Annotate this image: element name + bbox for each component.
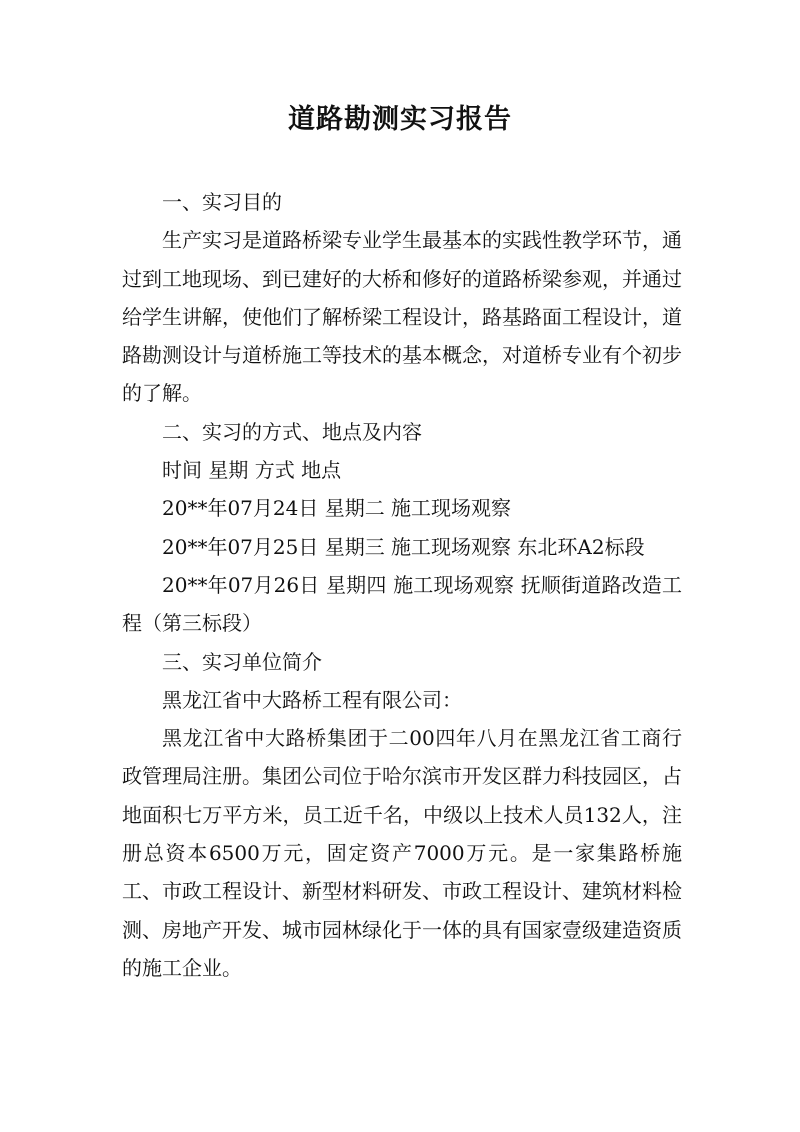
schedule-row: 20**年07月24日 星期二 施工现场观察 <box>162 496 512 521</box>
paragraph-company-intro: 黑龙江省中大路桥集团于二00四年八月在黑龙江省工商行政管理局注册。集团公司位于哈尔滨市开发区群力科技园区，占地面积七万平方米，员工近千名，中级以上技术人员132人，注册总资本6500万元，固定资产7000万元。是一家集路桥施工、市政工程设计、新型材料研发、市政工程设计、建筑材料检测、房地产开发、城市园林绿化于一体的具有国家壹级建造资质的施工企业。 <box>122 726 682 980</box>
company-name: 黑龙江省中大路桥工程有限公司： <box>162 687 462 712</box>
document-body <box>122 183 682 987</box>
document-title: 道路勘测实习报告 <box>288 104 512 135</box>
schedule-header: 时间 星期 方式 地点 <box>162 458 342 483</box>
section-heading-method: 二、实习的方式、地点及内容 <box>162 419 422 444</box>
section-heading-purpose: 一、实习目的 <box>162 190 282 214</box>
schedule-row: 20**年07月25日 星期三 施工现场观察 东北环A2标段 <box>162 534 645 559</box>
section-heading-unit: 三、实习单位简介 <box>162 649 322 674</box>
paragraph-purpose: 生产实习是道路桥梁专业学生最基本的实践性教学环节，通过到工地现场、到已建好的大桥和修好的道路桥梁参观，并通过给学生讲解，使他们了解桥梁工程设计，路基路面工程设计，道路勘测设计与道桥施工等技术的基本概念，对道桥专业有个初步的了解。 <box>122 228 682 406</box>
schedule-row: 20**年07月26日 星期四 施工现场观察 抚顺街道路改造工程（第三标段） <box>122 572 682 636</box>
